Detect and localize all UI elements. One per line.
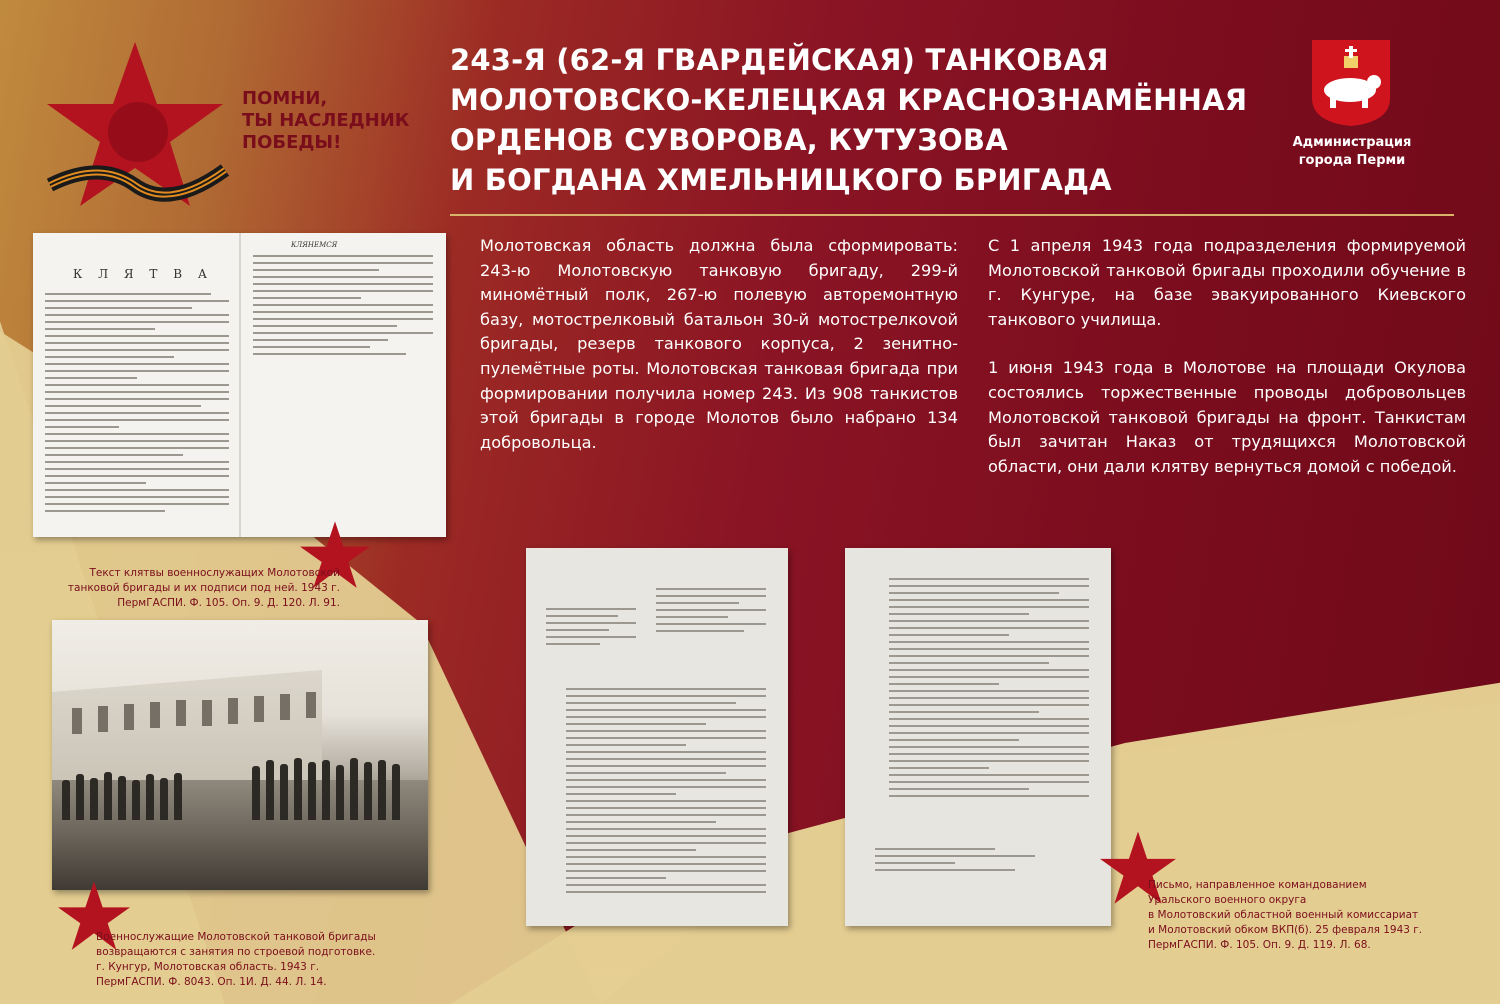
letter-header-block <box>546 608 636 650</box>
caption-line: ПермГАСПИ. Ф. 105. Оп. 9. Д. 120. Л. 91. <box>117 597 340 609</box>
letter-caption <box>1148 878 1468 953</box>
oath-caption <box>40 566 340 611</box>
soldier-profile-icon <box>108 102 168 162</box>
caption-line: г. Кунгур, Молотовская область. 1943 г. <box>96 961 320 973</box>
oath-text-left <box>45 293 229 517</box>
oath-text-right <box>253 255 433 360</box>
soldiers-photo <box>52 620 428 890</box>
caption-line: Письмо, направленное командованием <box>1148 879 1367 891</box>
administration-label <box>1268 134 1436 170</box>
paragraph: С 1 апреля 1943 года подразделения формируемой Молотовской танковой бригады проходили обучение в г. Кунгуре, на базе эвакуированного Киевского танкового училища. <box>988 236 1466 329</box>
letter-page-1-image <box>526 548 788 926</box>
perm-coat-of-arms-icon <box>1310 38 1392 128</box>
header-divider <box>450 214 1454 216</box>
title-line: И БОГДАНА ХМЕЛЬНИЦКОГО БРИГАДА <box>450 163 1112 197</box>
letter-signatures <box>875 848 1075 876</box>
letter-body-text <box>566 688 766 898</box>
page-fold <box>239 233 241 537</box>
text-column-right <box>988 234 1466 503</box>
troops <box>52 740 428 820</box>
oath-heading: К Л Я Т В А <box>73 267 213 281</box>
oath-right-heading: КЛЯНЕМСЯ <box>291 241 338 249</box>
paragraph: Молотовская область должна была сформировать: 243-ю Молотовскую танковую бригаду, 299-й миномётный полк, 267-ю полевую авторемонтную базу, мотострелковый батальон 30-й мотострелкоvой бригады, резерв танкового корпуса, 2 зенитно-пулемётные роты. Молотовская танковая бригада при формировании получила номер 243. Из 908 танкистов этой бригады в городе Молотов было набрано 134 добровольца. <box>480 236 958 452</box>
letter-body-text <box>889 578 1089 802</box>
caption-line: танковой бригады и их подписи под ней. 1943 г. <box>67 582 340 594</box>
victory-star-emblem <box>40 40 230 210</box>
caption-line: ПермГАСПИ. Ф. 105. Оп. 9. Д. 119. Л. 68. <box>1148 939 1371 951</box>
caption-line: Военнослужащие Молотовской танковой бригады <box>96 931 376 943</box>
letter-address-block <box>656 588 766 637</box>
slogan <box>242 88 422 154</box>
caption-line: Уральского военного округа <box>1148 894 1307 906</box>
photo-caption <box>96 930 396 990</box>
caption-line: в Молотовский областной военный комиссариат <box>1148 909 1419 921</box>
admin-line: Администрация <box>1292 135 1412 150</box>
title-line: 243-Я (62-Я ГВАРДЕЙСКАЯ) ТАНКОВАЯ <box>450 43 1109 77</box>
text-column-left <box>480 234 958 479</box>
slogan-line: ТЫ НАСЛЕДНИК <box>242 110 410 131</box>
title-line: ОРДЕНОВ СУВОРОВА, КУТУЗОВА <box>450 123 1008 157</box>
caption-line: и Молотовский обком ВКП(б). 25 февраля 1943 г. <box>1148 924 1423 936</box>
oath-document-image <box>33 233 446 537</box>
caption-line: возвращаются с занятия по строевой подготовке. <box>96 946 376 958</box>
slogan-line: ПОМНИ, <box>242 88 328 109</box>
letter-page-2-image <box>845 548 1111 926</box>
slogan-line: ПОБЕДЫ! <box>242 132 342 153</box>
title-line: МОЛОТОВСКО-КЕЛЕЦКАЯ КРАСНОЗНАМЁННАЯ <box>450 83 1248 117</box>
page-title <box>450 40 1310 200</box>
caption-line: Текст клятвы военнослужащих Молотовской <box>89 567 340 579</box>
caption-line: ПермГАСПИ. Ф. 8043. Оп. 1И. Д. 44. Л. 14. <box>96 976 327 988</box>
admin-line: города Перми <box>1298 153 1406 168</box>
paragraph: 1 июня 1943 года в Молотове на площади Окулова состоялись торжественные проводы добровольцев Молотовской танковой бригады на фронт. Танкистам был зачитан Наказ от трудящихся Молотовской области, они дали клятву вернуться домой с победой. <box>988 358 1466 476</box>
